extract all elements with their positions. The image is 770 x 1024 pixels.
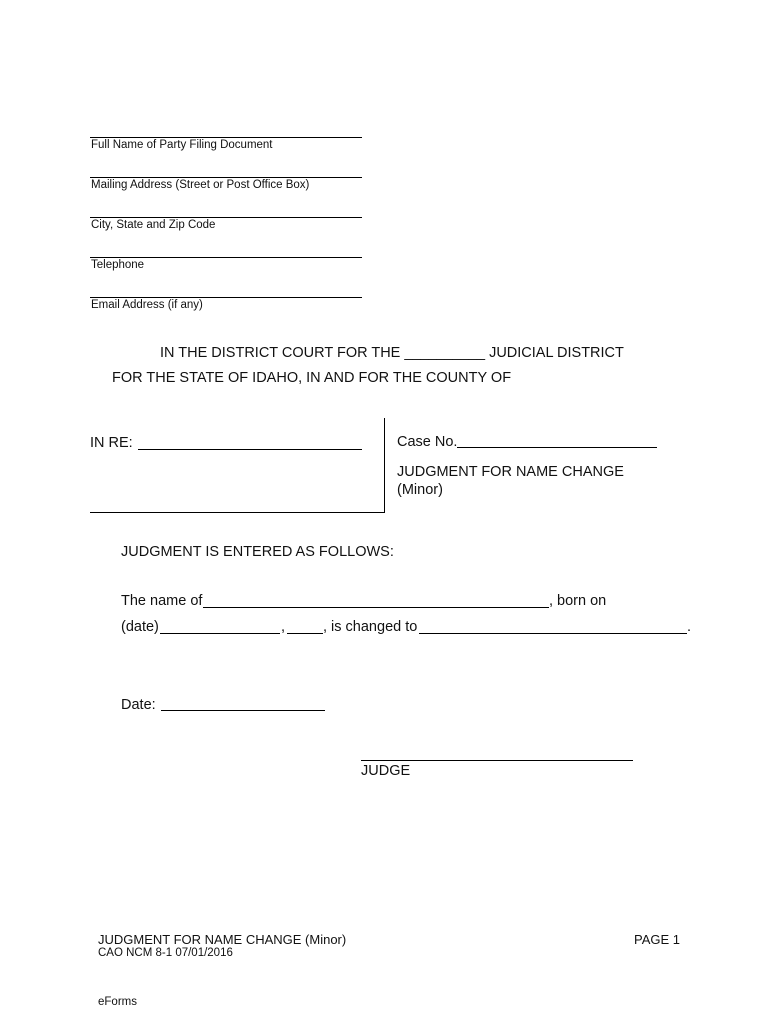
- judge-label: JUDGE: [361, 763, 411, 779]
- caption-divider: [384, 418, 385, 513]
- date-label: Date:: [121, 697, 156, 713]
- court-line-1-suffix: JUDICIAL DISTRICT: [489, 345, 624, 361]
- judgment-entered-heading: JUDGMENT IS ENTERED AS FOLLOWS:: [121, 544, 394, 560]
- document-title: JUDGMENT FOR NAME CHANGE: [397, 464, 624, 480]
- court-line-2: FOR THE STATE OF IDAHO, IN AND FOR THE COUNTY OF: [112, 370, 512, 386]
- full-name-line[interactable]: [90, 137, 362, 138]
- name-of-label: The name of: [121, 593, 203, 609]
- telephone-label: Telephone: [91, 259, 145, 271]
- judge-signature-line[interactable]: [361, 760, 633, 761]
- document-subtitle: (Minor): [397, 482, 443, 498]
- caption-bottom-rule: [90, 512, 384, 513]
- changed-to-label: , is changed to: [323, 619, 418, 635]
- footer-page-number: PAGE 1: [634, 932, 681, 947]
- footer-form-code: CAO NCM 8-1 07/01/2016: [98, 947, 233, 959]
- in-re-label: IN RE:: [90, 435, 133, 451]
- court-line-1-prefix: IN THE DISTRICT COURT FOR THE: [160, 345, 401, 361]
- born-on-label: , born on: [549, 593, 607, 609]
- mailing-address-label: Mailing Address (Street or Post Office Box): [91, 179, 310, 191]
- birth-date-comma: ,: [281, 619, 286, 635]
- city-state-zip-label: City, State and Zip Code: [91, 219, 216, 231]
- email-line[interactable]: [90, 297, 362, 298]
- birth-date-line[interactable]: [160, 633, 280, 634]
- judicial-district-blank[interactable]: __________: [404, 345, 486, 361]
- minor-name-line[interactable]: [203, 607, 549, 608]
- in-re-line[interactable]: [138, 449, 362, 450]
- date-label-inline: (date): [121, 619, 159, 635]
- mailing-address-line[interactable]: [90, 177, 362, 178]
- case-no-line[interactable]: [457, 447, 657, 448]
- birth-year-line[interactable]: [287, 633, 323, 634]
- court-line-1: [160, 345, 624, 361]
- footer-brand: eForms: [98, 996, 137, 1008]
- footer-title: JUDGMENT FOR NAME CHANGE (Minor): [98, 932, 347, 947]
- city-state-zip-line[interactable]: [90, 217, 362, 218]
- new-name-line[interactable]: [419, 633, 687, 634]
- full-name-label: Full Name of Party Filing Document: [91, 139, 273, 151]
- sentence-period: .: [687, 619, 692, 635]
- telephone-line[interactable]: [90, 257, 362, 258]
- case-no-label: Case No.: [397, 434, 458, 450]
- email-label: Email Address (if any): [91, 299, 203, 311]
- judgment-date-line[interactable]: [161, 710, 325, 711]
